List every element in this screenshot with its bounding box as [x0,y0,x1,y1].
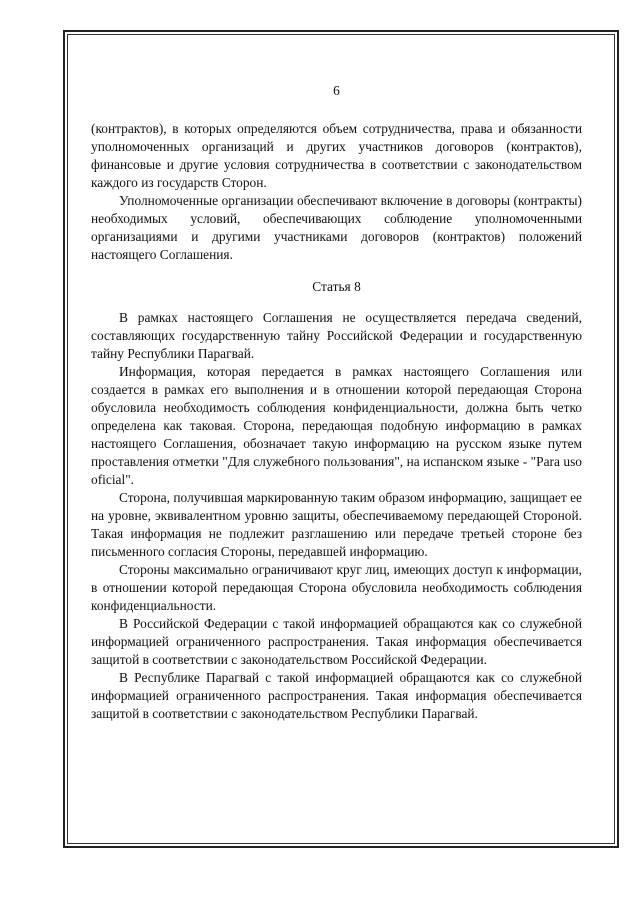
article-paragraph-protection: Сторона, получившая маркированную таким образом информацию, защищает ее на уровне, эквивалентном уровню защиты, обеспечиваемому передающей Стороной. Такая информация не подлежит разглашению или передаче третьей стороне без письменного согласия Стороны, передавшей информацию. [91,490,582,559]
article-paragraph-paraguay: В Республике Парагвай с такой информацией обращаются как со служебной информацией ограниченного распространения. Такая информация обеспечивается защитой в соответствии с законодательством Республики Парагвай. [91,670,582,721]
paragraph-continuation: (контрактов), в которых определяются объем сотрудничества, права и обязанности уполномоченных организаций и других участников договоров (контрактов), финансовые и другие условия сотрудничества в соответствии с законодательством каждого из государств Сторон. [91,121,582,190]
article-paragraph-confidential-marking: Информация, которая передается в рамках настоящего Соглашения или создается в рамках его выполнения и в отношении которой передающая Сторона обусловила необходимость соблюдения конфиденциальности, должна быть четко определена как таковая. Сторона, передающая подобную информацию в рамках настоящего Соглашения, обозначает такую информацию на русском языке путем проставления отметки "Для служебного пользования", на испанском языке - "Para uso oficial". [91,364,582,487]
article-paragraph-access-limit: Стороны максимально ограничивают круг лиц, имеющих доступ к информации, в отношении которой передающая Сторона обусловила необходимость соблюдения конфиденциальности. [91,562,582,613]
article-paragraph-russian-federation: В Российской Федерации с такой информацией обращаются как со служебной информацией ограниченного распространения. Такая информация обеспечивается защитой в соответствии с законодательством Российской Федерации. [91,616,582,667]
page-number: 6 [333,83,340,98]
paragraph-authorized-organizations: Уполномоченные организации обеспечивают включение в договоры (контракты) необходимых условий, обеспечивающих соблюдение уполномоченными организациями и другими участниками договоров (контрактов) положений настоящего Соглашения. [91,193,582,262]
article-paragraph-state-secret: В рамках настоящего Соглашения не осуществляется передача сведений, составляющих государственную тайну Российской Федерации и государственную тайну Республики Парагвай. [91,310,582,361]
article-heading: Статья 8 [312,279,361,294]
document-body [91,82,582,723]
